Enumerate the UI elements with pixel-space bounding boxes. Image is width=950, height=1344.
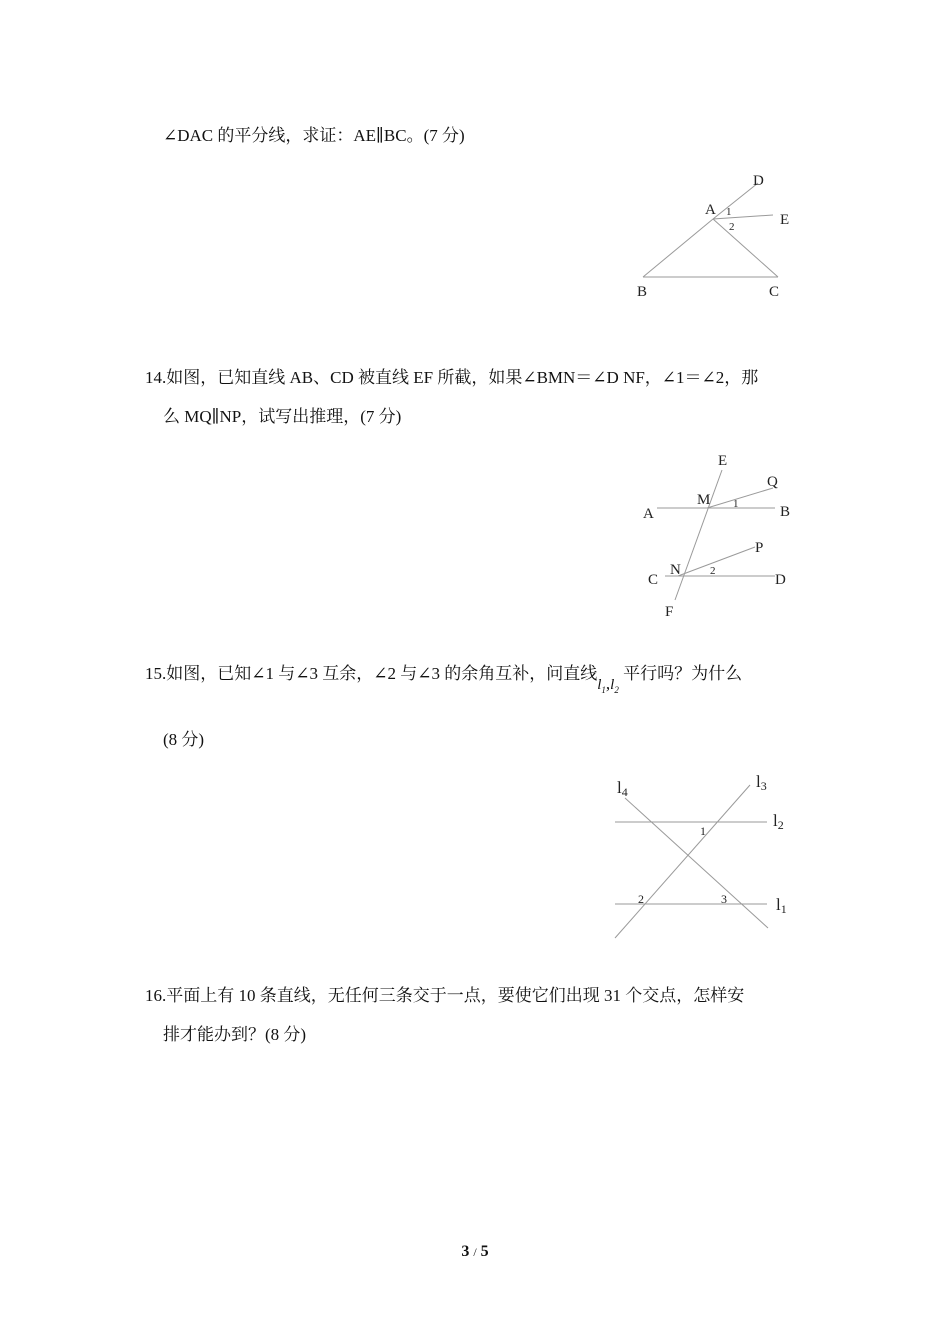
figure-q15-four-lines	[605, 765, 810, 945]
label-N: N	[670, 562, 681, 578]
label-E: E	[780, 212, 790, 228]
q15-text-line1: 15.如图，已知∠1 与∠3 互余，∠2 与∠3 的余角互补，问直线$l_1,l_2$ 平行吗？为什么	[145, 664, 743, 695]
label-B: B	[637, 284, 648, 300]
label-F: F	[665, 604, 674, 620]
label-D: D	[775, 572, 786, 588]
q16-text-line1: 16.平面上有 10 条直线，无任何三条交于一点，要使它们出现 31 个交点，怎样安	[145, 986, 745, 1005]
page-number: 3 / 5	[461, 1243, 489, 1260]
label-D: D	[753, 173, 764, 189]
q13-text-line2: ∠DAC 的平分线，求证：AE∥BC。(7 分)	[163, 126, 465, 145]
label-angle-1: 1	[726, 206, 732, 218]
q16-text-line2: 排才能办到？(8 分)	[163, 1025, 307, 1044]
figure-q14-parallel-lines	[635, 450, 810, 625]
line-l4	[625, 798, 768, 928]
q14-text-line1: 14.如图，已知直线 AB、CD 被直线 EF 所截，如果∠BMN＝∠D NF，∠1＝∠2，那	[145, 368, 759, 387]
label-angle-1: 1	[700, 824, 706, 838]
ray-NP	[678, 547, 755, 576]
label-A: A	[705, 202, 716, 218]
label-angle-3: 3	[721, 892, 727, 906]
figure-q13-triangle	[625, 165, 805, 305]
label-angle-1: 1	[733, 498, 739, 510]
ray-MQ	[707, 488, 773, 508]
q15-line1-part-a: 15.如图，已知∠1 与∠3 互余，∠2 与∠3 的余角互补，问直线	[145, 664, 598, 683]
segment-AB	[643, 219, 713, 277]
label-A: A	[643, 506, 654, 522]
q14-text-line2: 么 MQ∥NP，试写出推理，(7 分)	[163, 407, 402, 426]
label-C: C	[648, 572, 659, 588]
label-l2: l2	[773, 811, 784, 832]
label-l3: l3	[756, 772, 767, 793]
label-angle-2: 2	[638, 892, 644, 906]
label-C: C	[769, 284, 780, 300]
symbol-l2: $l_2$	[610, 677, 619, 695]
label-l1: l1	[776, 895, 787, 916]
line-EF	[675, 470, 722, 600]
label-l4: l4	[617, 778, 628, 799]
label-angle-2: 2	[710, 565, 716, 577]
q15-line1-part-b: 平行吗？为什么	[623, 664, 743, 683]
ray-AE	[713, 215, 773, 219]
label-P: P	[755, 540, 764, 556]
label-angle-2: 2	[729, 221, 735, 233]
label-E: E	[718, 453, 728, 469]
ray-AD	[713, 183, 758, 219]
label-B: B	[780, 504, 791, 520]
q15-text-line2: (8 分)	[163, 730, 205, 749]
symbol-l1: $l_1$	[597, 677, 606, 695]
label-M: M	[697, 492, 711, 508]
label-Q: Q	[767, 474, 778, 490]
segment-AC	[713, 219, 778, 277]
